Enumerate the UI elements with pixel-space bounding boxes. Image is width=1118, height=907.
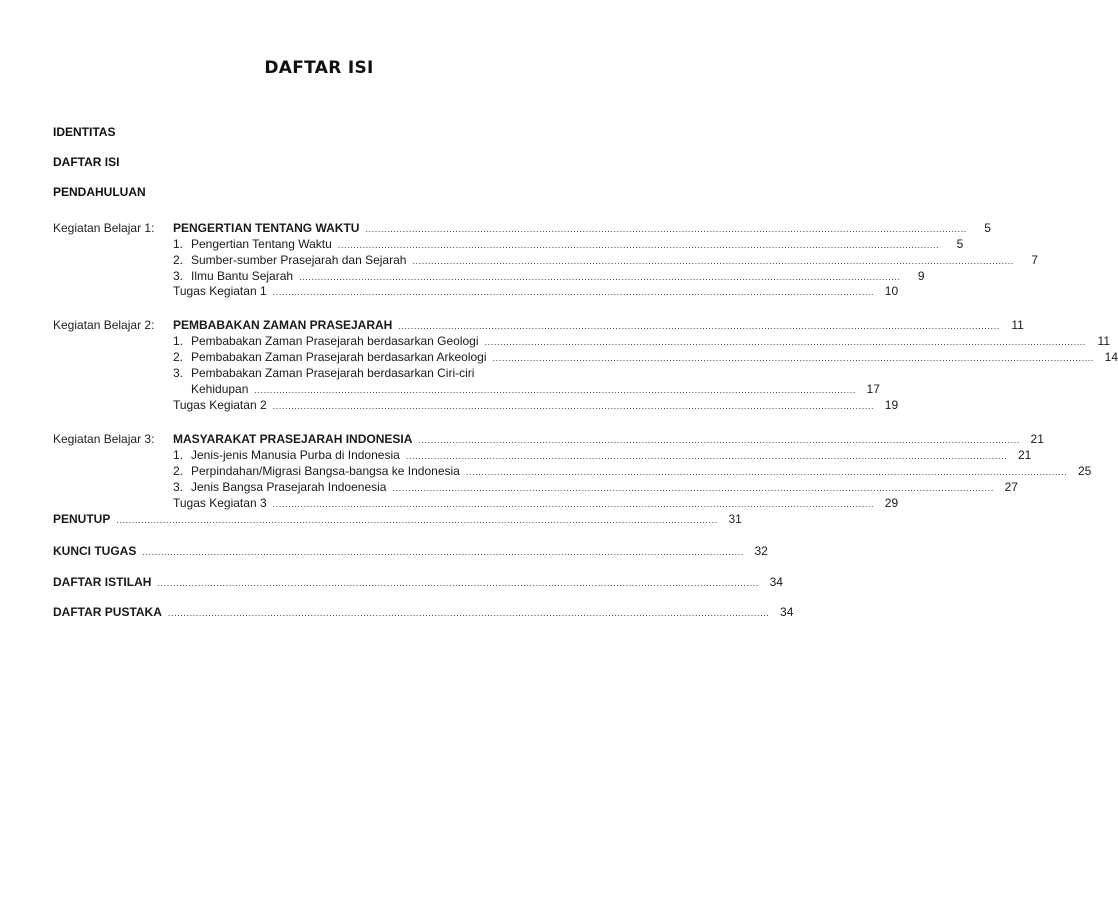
dot-leader: .................................................................................................................................................................................................. [272, 401, 875, 411]
toc-link-pendahuluan[interactable]: PENDAHULUAN [53, 185, 146, 199]
item-page: 7 [1031, 253, 1038, 267]
toc-kb2-item-3[interactable] [53, 365, 563, 381]
dot-leader: .................................................................................................................................................................................................. [299, 272, 901, 282]
item-text: PENUTUP [53, 512, 111, 526]
dot-leader: .................................................................................................................................................................................................. [167, 608, 770, 618]
item-text-cont: Kehidupan [191, 382, 249, 396]
item-number: 2. [173, 253, 184, 267]
dot-leader: .................................................................................................................................................................................................. [142, 547, 744, 557]
item-page: 5 [956, 237, 964, 251]
toc-link-penutup[interactable] [53, 511, 742, 527]
toc-kb1-item-3[interactable] [53, 268, 925, 284]
item-page: 25 [1078, 464, 1092, 478]
item-text: Ilmu Bantu Sejarah [191, 269, 294, 283]
item-text: KUNCI TUGAS [53, 544, 137, 558]
item-text: Pembabakan Zaman Prasejarah berdasarkan Geologi [191, 334, 479, 348]
task-text: Tugas Kegiatan 3 [173, 496, 267, 510]
item-text: Jenis Bangsa Prasejarah Indoenesia [191, 480, 387, 494]
item-page: 21 [1017, 448, 1032, 462]
item-text: DAFTAR ISTILAH [53, 575, 152, 589]
toc-kb2-heading-row[interactable] [53, 317, 1024, 333]
dot-leader: .................................................................................................................................................................................................. [254, 385, 856, 395]
dot-leader: .................................................................................................................................................................................................. [398, 321, 1000, 331]
toc-kb3-task[interactable] [53, 495, 899, 511]
dot-leader: .................................................................................................................................................................................................. [272, 287, 875, 297]
kb3-heading: MASYARAKAT PRASEJARAH INDONESIA [173, 432, 413, 446]
item-number: 1. [173, 334, 184, 348]
toc-kb2-item-3-cont[interactable] [53, 381, 880, 397]
task-page: 19 [884, 398, 899, 412]
item-page: 9 [917, 269, 925, 283]
item-text: Perpindahan/Migrasi Bangsa-bangsa ke Indonesia [191, 464, 460, 478]
toc-link-identitas[interactable]: IDENTITAS [53, 125, 116, 139]
dot-leader: .................................................................................................................................................................................................. [392, 483, 994, 493]
dot-leader: .................................................................................................................................................................................................. [272, 499, 875, 509]
kb2-heading: PEMBABAKAN ZAMAN PRASEJARAH [173, 318, 393, 332]
item-number: 3. [173, 480, 184, 494]
item-number: 2. [173, 464, 184, 478]
kb1-heading: PENGERTIAN TENTANG WAKTU [173, 221, 360, 235]
kb1-label: Kegiatan Belajar 1: [53, 221, 155, 235]
kb2-label: Kegiatan Belajar 2: [53, 318, 155, 332]
toc-kb1-item-2[interactable] [53, 252, 1038, 268]
item-number: 3. [173, 366, 184, 380]
toc-kb3-item-2[interactable] [53, 463, 1092, 479]
item-number: 2. [173, 350, 184, 364]
toc-kb3-item-3[interactable] [53, 479, 1018, 495]
item-text: Pembabakan Zaman Prasejarah berdasarkan Ciri-ciri [191, 366, 475, 380]
item-text: Pembabakan Zaman Prasejarah berdasarkan Arkeologi [191, 350, 487, 364]
dot-leader: .................................................................................................................................................................................................. [492, 353, 1095, 363]
task-text: Tugas Kegiatan 2 [173, 398, 267, 412]
page-title: DAFTAR ISI [264, 58, 374, 78]
toc-kb1-heading-row[interactable] [53, 220, 991, 236]
dot-leader: .................................................................................................................................................................................................. [418, 435, 1020, 445]
dot-leader: .................................................................................................................................................................................................. [157, 578, 759, 588]
kb3-heading-page: 21 [1030, 432, 1044, 446]
dot-leader: .................................................................................................................................................................................................. [365, 224, 967, 234]
task-page: 10 [884, 284, 899, 298]
item-page: 17 [866, 382, 880, 396]
item-page: 14 [1104, 350, 1118, 364]
item-number: 1. [173, 237, 184, 251]
dot-leader: .................................................................................................................................................................................................. [405, 451, 1008, 461]
toc-link-daftar-pustaka[interactable] [53, 604, 794, 620]
toc-link-daftar-isi[interactable]: DAFTAR ISI [53, 155, 120, 169]
item-text: Sumber-sumber Prasejarah dan Sejarah [191, 253, 407, 267]
item-page: 34 [769, 575, 783, 589]
item-text: Jenis-jenis Manusia Purba di Indonesia [191, 448, 400, 462]
toc-kb2-item-2[interactable] [53, 349, 1118, 365]
toc-kb3-heading-row[interactable] [53, 431, 1044, 447]
dot-leader: .................................................................................................................................................................................................. [412, 256, 1014, 266]
toc-kb3-item-1[interactable] [53, 447, 1032, 463]
item-text: Pengertian Tentang Waktu [191, 237, 332, 251]
dot-leader: .................................................................................................................................................................................................. [465, 467, 1068, 477]
item-number: 1. [173, 448, 184, 462]
toc-kb2-item-1[interactable] [53, 333, 1111, 349]
item-number: 3. [173, 269, 184, 283]
item-page: 11 [1097, 334, 1111, 348]
item-page: 32 [754, 544, 768, 558]
task-page: 29 [884, 496, 899, 510]
dot-leader: .................................................................................................................................................................................................. [337, 240, 940, 250]
item-page: 31 [728, 512, 742, 526]
item-page: 27 [1004, 480, 1018, 494]
dot-leader: .................................................................................................................................................................................................. [484, 337, 1087, 347]
toc-kb2-task[interactable] [53, 397, 899, 413]
toc-kb1-task[interactable] [53, 283, 899, 299]
task-text: Tugas Kegiatan 1 [173, 284, 267, 298]
toc-kb1-item-1[interactable] [53, 236, 964, 252]
dot-leader: .................................................................................................................................................................................................. [116, 515, 718, 525]
kb2-heading-page: 11 [1011, 318, 1024, 332]
kb1-heading-page: 5 [984, 221, 991, 235]
toc-link-daftar-istilah[interactable] [53, 574, 783, 590]
item-text: DAFTAR PUSTAKA [53, 605, 162, 619]
toc-link-kunci-tugas[interactable] [53, 543, 768, 559]
item-page: 34 [780, 605, 794, 619]
kb3-label: Kegiatan Belajar 3: [53, 432, 155, 446]
